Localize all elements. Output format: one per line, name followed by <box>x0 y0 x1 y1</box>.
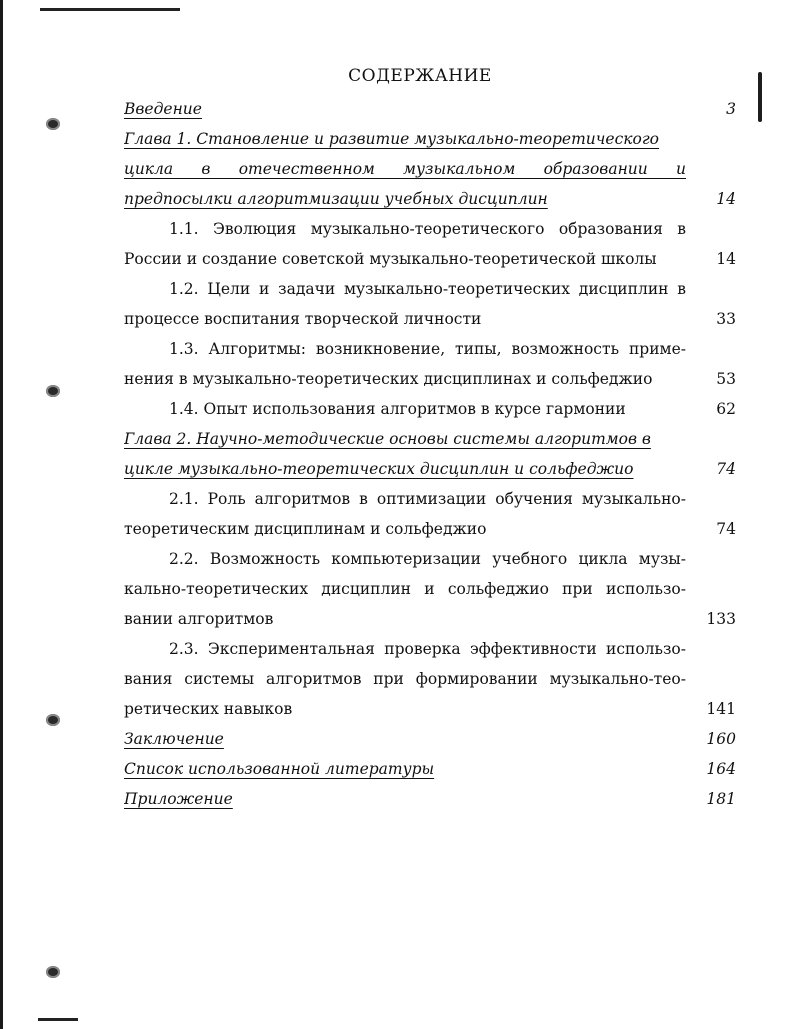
punch-hole-icon <box>46 966 60 978</box>
toc-entry-text: 1.1. Эволюция музыкально-теоретического образования в <box>169 220 686 238</box>
punch-hole-icon <box>46 385 60 397</box>
toc-entry-text: предпосылки алгоритмизации учебных дисциплин <box>124 190 548 208</box>
toc-page-number: 164 <box>706 760 736 778</box>
scan-edge-bottom <box>38 1018 78 1021</box>
punch-hole-icon <box>46 714 60 726</box>
toc-entry-section-2-3[interactable] <box>124 634 736 724</box>
toc-entry-text: 1.3. Алгоритмы: возникновение, типы, возможность приме- <box>169 340 686 358</box>
toc-entry-text: цикла в отечественном музыкальном образовании и <box>124 160 686 178</box>
toc-page-number: 181 <box>706 790 736 808</box>
toc-entry-text: кально-теоретических дисциплин и сольфеджио при использо- <box>124 580 686 598</box>
toc-entry-section-2-2[interactable] <box>124 544 736 634</box>
toc-entry-text: России и создание советской музыкально-теоретической школы <box>124 250 657 268</box>
toc-entry-conclusion[interactable] <box>124 724 736 754</box>
toc-page-number: 3 <box>726 100 736 118</box>
toc-page-number: 133 <box>706 610 736 628</box>
toc-entry-text: Приложение <box>124 790 233 808</box>
page-title: СОДЕРЖАНИЕ <box>348 66 492 86</box>
toc-entry-section-1-1[interactable] <box>124 214 736 274</box>
toc-entry-text: 2.1. Роль алгоритмов в оптимизации обучения музыкально- <box>169 490 686 508</box>
toc-entry-chapter-1[interactable] <box>124 124 736 214</box>
toc-entry-chapter-2[interactable] <box>124 424 736 484</box>
toc-page-number: 141 <box>706 700 736 718</box>
toc-page-number: 14 <box>716 250 736 268</box>
toc-entry-text: процессе воспитания творческой личности <box>124 310 482 328</box>
toc-entry-text: Введение <box>124 100 202 118</box>
toc-entry-text: ретических навыков <box>124 700 293 718</box>
toc-entry-section-2-1[interactable] <box>124 484 736 544</box>
punch-hole-icon <box>46 118 60 130</box>
toc-entry-text: 2.3. Экспериментальная проверка эффективности использо- <box>169 640 686 658</box>
toc-entry-text: вания системы алгоритмов при формировании музыкально-тео- <box>124 670 686 688</box>
toc-page-number: 62 <box>716 400 736 418</box>
toc-entry-appendix[interactable] <box>124 784 736 814</box>
toc-entry-text: нения в музыкально-теоретических дисциплинах и сольфеджио <box>124 370 653 388</box>
scan-edge-top <box>40 8 180 11</box>
toc-entry-section-1-3[interactable] <box>124 334 736 394</box>
toc-page-number: 53 <box>716 370 736 388</box>
toc-page-number: 14 <box>716 190 736 208</box>
toc-page-number: 33 <box>716 310 736 328</box>
toc-entry-text: теоретическим дисциплинам и сольфеджио <box>124 520 487 538</box>
toc-entry-section-1-4[interactable] <box>124 394 736 424</box>
toc-page-number: 74 <box>716 460 736 478</box>
toc-page-number: 160 <box>706 730 736 748</box>
toc-entry-text: Глава 1. Становление и развитие музыкально-теоретического <box>124 130 660 148</box>
toc-entry-bibliography[interactable] <box>124 754 736 784</box>
toc-entry-text: Глава 2. Научно-методические основы системы алгоритмов в <box>124 430 651 448</box>
toc-entry-text: 1.2. Цели и задачи музыкально-теоретических дисциплин в <box>169 280 686 298</box>
toc-entry-introduction[interactable] <box>124 94 736 124</box>
toc-entry-text: Список использованной литературы <box>124 760 435 778</box>
toc-entry-text: вании алгоритмов <box>124 610 274 628</box>
toc-entry-text: 1.4. Опыт использования алгоритмов в курсе гармонии <box>169 400 626 418</box>
scan-edge-left <box>0 0 3 1029</box>
toc-entry-text: цикле музыкально-теоретических дисциплин и сольфеджио <box>124 460 634 478</box>
toc-entry-text: 2.2. Возможность компьютеризации учебного цикла музы- <box>169 550 686 568</box>
toc-entry-text: Заключение <box>124 730 224 748</box>
toc-page-number: 74 <box>716 520 736 538</box>
toc-entry-section-1-2[interactable] <box>124 274 736 334</box>
